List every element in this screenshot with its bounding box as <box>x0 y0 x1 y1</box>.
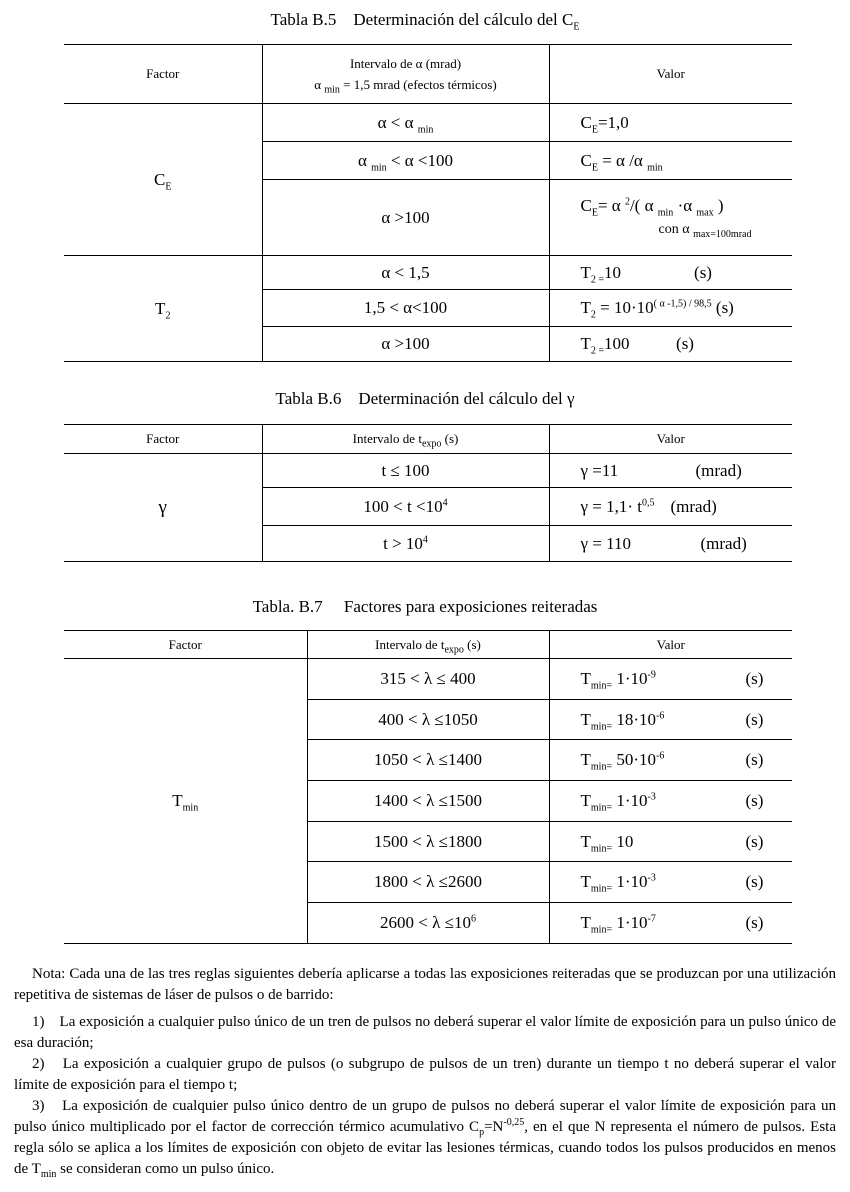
header-value: Valor <box>549 631 792 659</box>
note-item-1: 1) La exposición a cualquier pulso único de un tren de pulsos no deberá superar el valor límite de exposición para un pulso único de esa duración; <box>14 1014 836 1051</box>
interval-cell: $100 < t <10^4$ <box>262 488 549 526</box>
interval-cell: α >100 <box>262 327 549 362</box>
header-factor: Factor <box>64 45 262 104</box>
value-cell: γ = 110 (mrad) <box>580 533 747 553</box>
header-factor: Factor <box>64 631 307 659</box>
interval-cell: t ≤ 100 <box>262 454 549 488</box>
table-b5 <box>64 44 792 362</box>
value-cell: $T_{min=}$ $1\cdot 10^{-7}$ (s) <box>580 912 764 936</box>
header-value: Valor <box>549 45 792 104</box>
header-interval: Intervalo de $t_{expo}$ (s) <box>262 425 549 454</box>
value-cell: $T_{min=}$ $18\cdot 10^{-6}$ (s) <box>549 699 792 740</box>
table-b7-caption: Tabla. B.7 Factores para exposiciones reiteradas <box>252 597 598 616</box>
factor-tmin: $T_{min}$ <box>64 659 307 944</box>
interval-cell: α < α $_{min}$ <box>262 104 549 142</box>
header-interval: Intervalo de $t_{expo}$ (s) <box>307 631 549 659</box>
value-cell: $C_E = \alpha$ /α $_{min}$ <box>549 142 792 180</box>
header-interval: Intervalo de α (mrad) α $_{min}$ = 1,5 mrad (efectos térmicos) <box>262 45 549 104</box>
value-cell: $T_{min=}$ $50\cdot 10^{-6}$ (s) <box>549 740 792 781</box>
note-block <box>14 964 836 1180</box>
interval-cell: 1500 < λ ≤1800 <box>307 821 549 862</box>
header-factor: Factor <box>64 425 262 454</box>
table-b7 <box>64 630 792 944</box>
table-row <box>64 659 792 700</box>
interval-cell: $2600 < \lambda \le 10^6$ <box>307 903 549 944</box>
value-cell: $T_2 = 10\cdot 10^{( \alpha -1,5) / 98,5}$ (s) <box>549 290 792 327</box>
note-item-3: 3) La exposición de cualquier pulso único dentro de un grupo de pulsos no deberá superar el valor límite de exposición para un pulso único multiplicado por el factor de corrección térmico acumulativo $C_p=N^{-0,25}$, en el que N representa el número de pulsos. Esta regla sólo se aplica a los límites de exposición con objeto de evitar las lesiones térmicas, cuando todos los pulsos producidos en menos de $T_{min}$ se consideran como un pulso único. <box>14 1098 836 1180</box>
value-cell: $T_{min=}$ $1\cdot 10^{-9}$ (s) <box>549 659 792 700</box>
interval-cell: 1800 < λ ≤2600 <box>307 862 549 903</box>
factor-gamma: γ <box>64 454 262 562</box>
interval-cell: α < 1,5 <box>262 256 549 290</box>
value-cell: $C_E=1,0$ <box>549 104 792 142</box>
interval-cell: α >100 <box>262 180 549 256</box>
value-cell: γ =11 (mrad) <box>549 454 792 488</box>
note-item-2: 2) La exposición a cualquier grupo de pulsos (o subgrupo de pulsos de un tren) durante un tiempo t no deberá superar el valor límite de exposición para el tiempo t; <box>14 1056 836 1093</box>
table-b5-caption: Tabla B.5 Determinación del cálculo del $C_E$ <box>270 10 580 33</box>
interval-cell: 315 < λ ≤ 400 <box>307 659 549 700</box>
interval-cell: $t > 10^4$ <box>262 526 549 562</box>
value-cell: $T_{2 =}100$ (s) <box>580 334 694 357</box>
note-intro: Nota: Cada una de las tres reglas siguientes debería aplicarse a todas las exposiciones reiteradas que se produzcan por una utilización repetitiva de sistemas de láser de pulsos o de barrido: <box>14 966 836 1003</box>
table-b6 <box>64 424 792 562</box>
value-cell: $T_{min=}$ 10 (s) <box>549 821 792 862</box>
factor-ce: $C_E$ <box>64 104 262 256</box>
interval-cell: 1400 < λ ≤1500 <box>307 781 549 822</box>
value-cell: $\gamma = 1,1\cdot t^{0,5}$ (mrad) <box>549 488 792 526</box>
interval-cell: α $_{min}$ < α <100 <box>262 142 549 180</box>
interval-cell: 1,5 < α<100 <box>262 290 549 327</box>
value-cell: $T_{2 =}10$ (s) <box>549 256 792 290</box>
table-b6-caption: Tabla B.6 Determinación del cálculo del γ <box>275 389 575 408</box>
value-cell: $C_E= \alpha$ $^2$/( α $_{min}$ ·α $_{max}$ ) con α $_{max=100mrad}$ <box>549 180 792 256</box>
header-value: Valor <box>549 425 792 454</box>
factor-t2: $T_2$ <box>64 256 262 362</box>
value-cell: $T_{min=}$ $1\cdot 10^{-3}$ (s) <box>549 862 792 903</box>
value-cell: $T_{min=}$ $1\cdot 10^{-3}$ (s) <box>549 781 792 822</box>
interval-cell: 1050 < λ ≤1400 <box>307 740 549 781</box>
interval-cell: 400 < λ ≤1050 <box>307 699 549 740</box>
